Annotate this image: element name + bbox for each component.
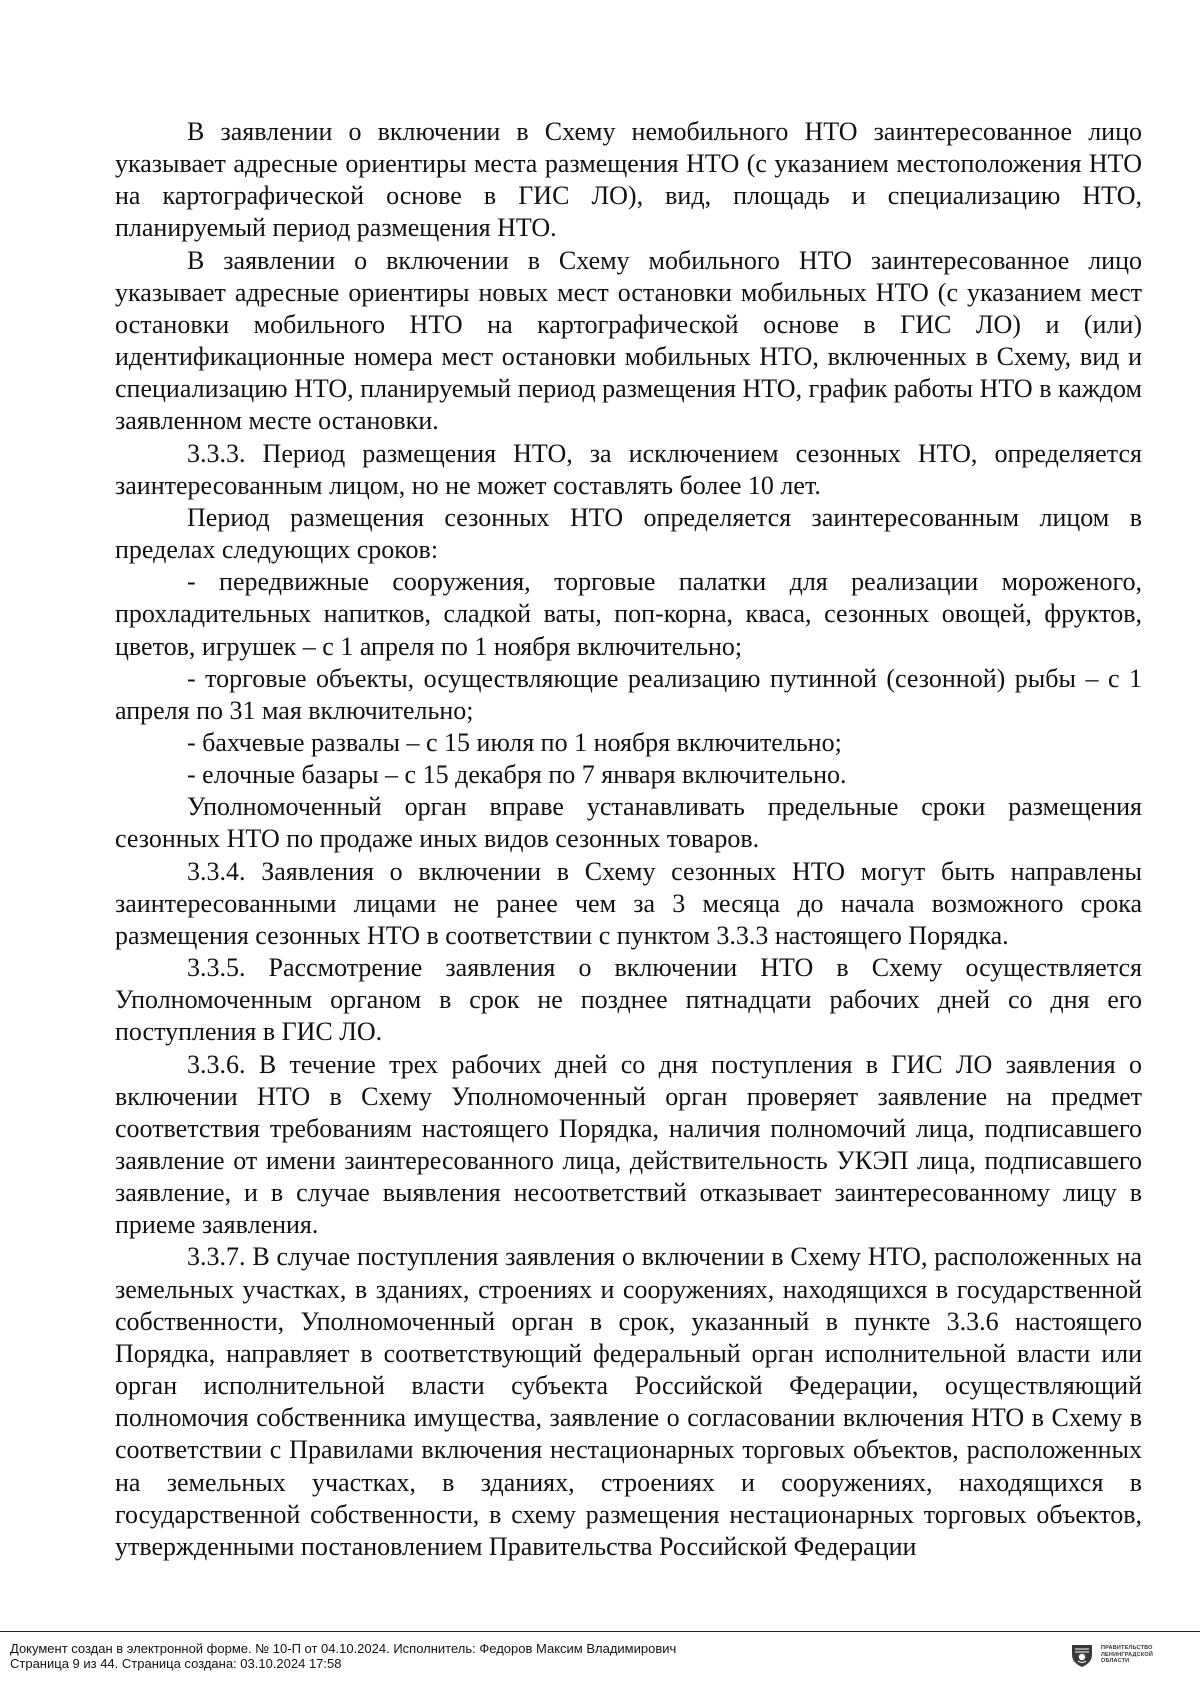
list-item: - елочные базары – с 15 декабря по 7 января включительно.: [187, 760, 847, 790]
footer-line-page: Страница 9 из 44. Страница создана: 03.10.2024 17:58: [10, 1656, 342, 1671]
paragraph: 3.3.5. Рассмотрение заявления о включении НТО в Схему осуществляется Уполномоченным органом в срок не позднее пятнадцати рабочих дней со дня его поступления в ГИС ЛО.: [115, 953, 1142, 1047]
footer-logo-text: [1101, 1645, 1153, 1665]
list-item: - торговые объекты, осуществляющие реализацию путинной (сезонной) рыбы – с 1 апреля по 31 мая включительно;: [115, 663, 1142, 725]
footer-logo: [1069, 1642, 1153, 1668]
logo-text-line: ПРАВИТЕЛЬСТВО: [1101, 1645, 1153, 1652]
paragraph: Период размещения сезонных НТО определяется заинтересованным лицом в пределах следующих сроков:: [115, 502, 1142, 565]
paragraph: 3.3.6. В течение трех рабочих дней со дня поступления в ГИС ЛО заявления о включении НТО в Схему Уполномоченный орган проверяет заявление на предмет соответствия требованиям настоящего Порядка, наличия полномочий лица, подписавшего заявление от имени заинтересованного лица, действительность УКЭП лица, подписавшего заявление, и в случае выявления несоответствий отказывает заинтересованному лицу в приеме заявления.: [115, 1049, 1142, 1240]
paragraph: В заявлении о включении в Схему немобильного НТО заинтересованное лицо указывает адресные ориентиры места размещения НТО (с указанием местоположения НТО на картографической основе в ГИС ЛО), вид, площадь и специализацию НТО, планируемый период размещения НТО.: [115, 117, 1142, 243]
document-body: [115, 116, 1142, 1563]
paragraph: 3.3.3. Период размещения НТО, за исключением сезонных НТО, определяется заинтересованным лицом, но не может составлять более 10 лет.: [115, 438, 1142, 500]
paragraph: Уполномоченный орган вправе устанавливать предельные сроки размещения сезонных НТО по продаже иных видов сезонных товаров.: [115, 792, 1142, 854]
footer-line-document: Документ создан в электронной форме. № 10-П от 04.10.2024. Исполнитель: Федоров Максим Владимирович: [10, 1641, 677, 1656]
list-item: - передвижные сооружения, торговые палатки для реализации мороженого, прохладительных напитков, сладкой ваты, поп-корна, кваса, сезонных овощей, фруктов, цветов, игрушек – с 1 апреля по 1 ноября включительно;: [115, 567, 1142, 661]
footer-divider: [0, 1631, 1200, 1632]
paragraph: 3.3.7. В случае поступления заявления о включении в Схему НТО, расположенных на земельных участках, в зданиях, строениях и сооружениях, находящихся в государственной собственности, Уполномоченный орган в срок, указанный в пункте 3.3.6 настоящего Порядка, направляет в соответствующий федеральный орган исполнительной власти или орган исполнительной власти субъекта Российской Федерации, осуществляющий полномочия собственника имущества, заявление о согласовании включения НТО в Схему в соответствии с Правилами включения нестационарных торговых объектов, расположенных на земельных участках, в зданиях, строениях и сооружениях, находящихся в государственной собственности, в схему размещения нестационарных торговых объектов, утвержденными постановлением Правительства Российской Федерации: [115, 1242, 1142, 1561]
list-item: - бахчевые развалы – с 15 июля по 1 ноября включительно;: [187, 727, 842, 757]
paragraph: В заявлении о включении в Схему мобильного НТО заинтересованное лицо указывает адресные ориентиры новых мест остановки мобильных НТО (с указанием мест остановки мобильного НТО на картографической основе в ГИС ЛО) и (или) идентификационные номера мест остановки мобильных НТО, включенных в Схему, вид и специализацию НТО, планируемый период размещения НТО, график работы НТО в каждом заявленном месте остановки.: [115, 245, 1142, 436]
logo-text-line: ЛЕНИНГРАДСКОЙ: [1101, 1651, 1153, 1658]
coat-of-arms-icon: [1069, 1642, 1095, 1668]
paragraph: 3.3.4. Заявления о включении в Схему сезонных НТО могут быть направлены заинтересованными лицами не ранее чем за 3 месяца до начала возможного срока размещения сезонных НТО в соответствии с пунктом 3.3.3 настоящего Порядка.: [115, 856, 1142, 950]
logo-text-line: ОБЛАСТИ: [1101, 1658, 1130, 1665]
footer-info: [10, 1641, 676, 1671]
